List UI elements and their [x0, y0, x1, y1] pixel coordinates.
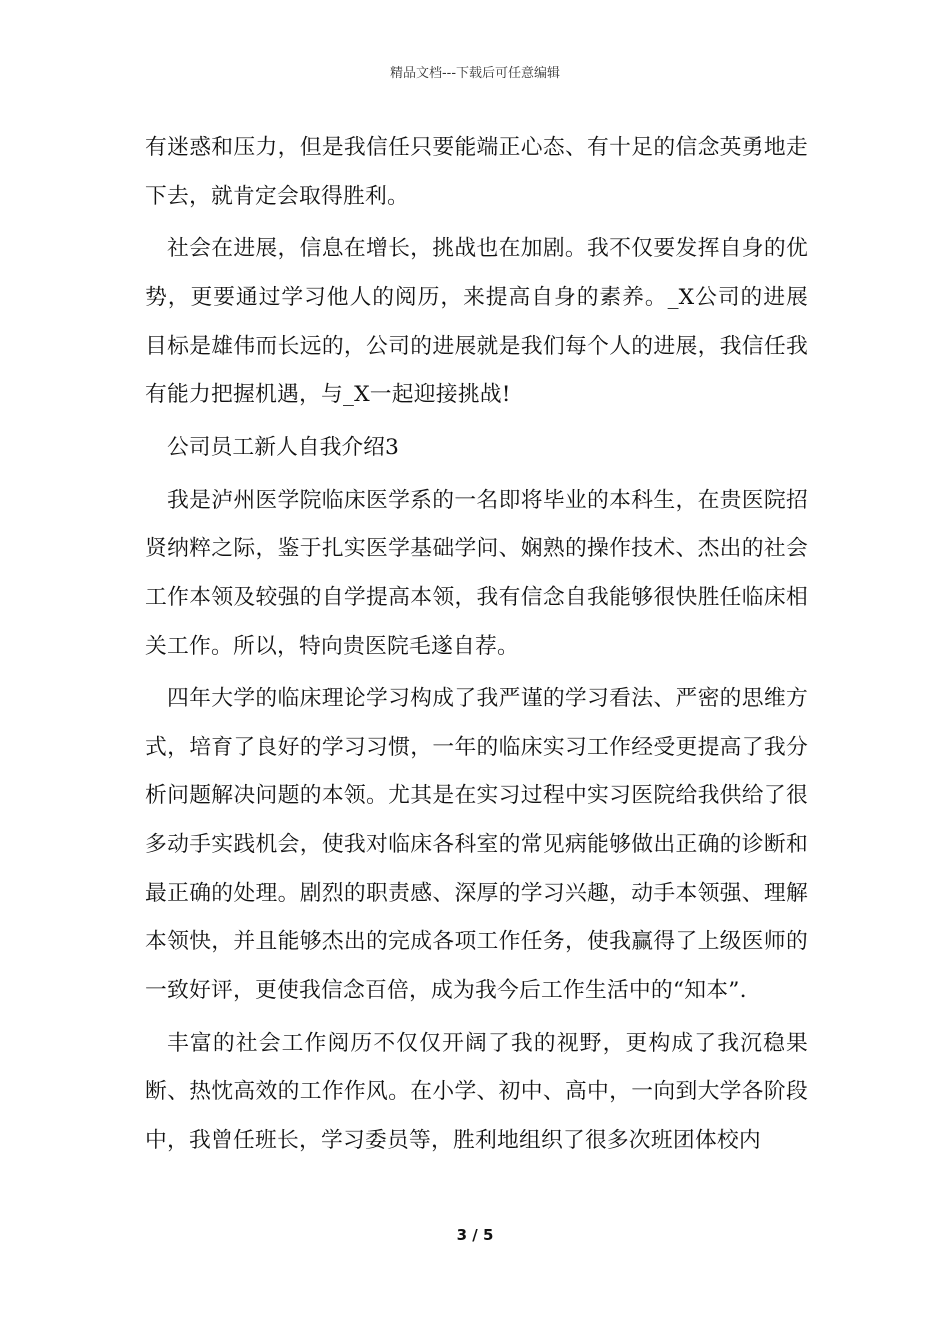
paragraph-social-development: 社会在进展，信息在增长，挑战也在加剧。我不仅要发挥自身的优势，更要通过学习他人的阅历，来提高自身的素养。_X公司的进展目标是雄伟而长远的，公司的进展就是我们每个人的进展，我信任我有能力把握机遇，与_X一起迎接挑战!: [145, 236, 808, 408]
page-header: 精品文档---下载后可任意编辑: [389, 66, 561, 81]
paragraph-social-work: 丰富的社会工作阅历不仅仅开阔了我的视野，更构成了我沉稳果断、热忱高效的工作作风。在小学、初中、高中，一向到大学各阶段中，我曾任班长，学习委员等，胜利地组织了很多次班团体校内: [145, 1030, 808, 1153]
section-heading: 公司员工新人自我介绍3: [167, 434, 399, 460]
document-body: [145, 124, 808, 1170]
page-number: 3 / 5: [456, 1226, 494, 1244]
paragraph-university-study: 四年大学的临床理论学习构成了我严谨的学习看法、严密的思维方式，培育了良好的学习习惯，一年的临床实习工作经受更提高了我分析问题解决问题的本领。尤其是在实习过程中实习医院给我供给了很多动手实践机会，使我对临床各科室的常见病能够做出正确的诊断和最正确的处理。剧烈的职责感、深厚的学习兴趣，动手本领强、理解本领快，并且能够杰出的完成各项工作任务，使我赢得了上级医师的一致好评，更使我信念百倍，成为我今后工作生活中的“知本”.: [145, 686, 808, 1003]
paragraph-continuation: 有迷惑和压力，但是我信任只要能端正心态、有十足的信念英勇地走下去，就肯定会取得胜利。: [145, 135, 808, 209]
paragraph-self-introduction: 我是泸州医学院临床医学系的一名即将毕业的本科生，在贵医院招贤纳粹之际，鉴于扎实医学基础学问、娴熟的操作技术、杰出的社会工作本领及较强的自学提高本领，我有信念自我能够很快胜任临床相关工作。所以，特向贵医院毛遂自荐。: [145, 487, 808, 659]
